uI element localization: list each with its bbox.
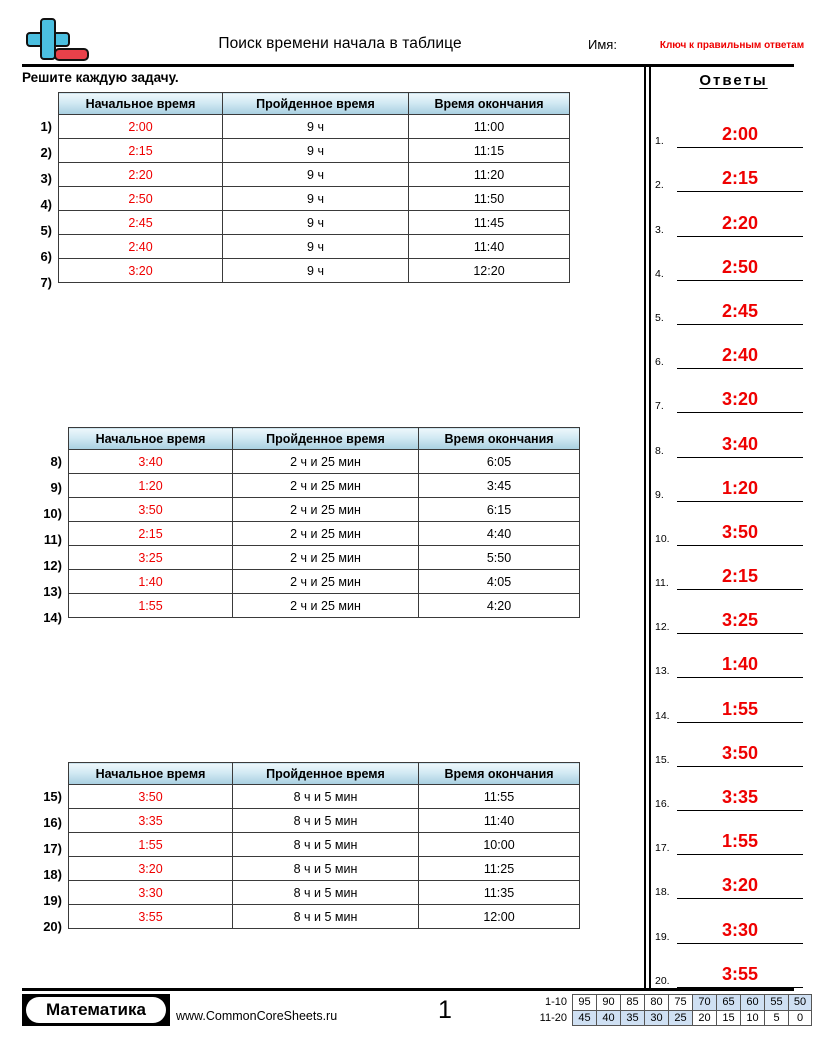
answer-value: 2:40 <box>721 345 759 366</box>
cell-start-time: 3:55 <box>69 905 233 929</box>
answer-value: 1:55 <box>721 698 759 719</box>
instruction-text: Решите каждую задачу. <box>22 70 179 85</box>
cell-start-time: 3:30 <box>69 881 233 905</box>
score-cell: 95 <box>572 994 596 1010</box>
math-plus-minus-logo-icon <box>22 18 90 64</box>
table-row <box>69 570 580 594</box>
answer-row <box>655 944 815 988</box>
cell-start-time: 1:40 <box>69 570 233 594</box>
row-number: 10) <box>43 506 62 521</box>
answer-row <box>655 281 815 325</box>
answer-value: 3:20 <box>721 875 759 896</box>
cell-start-time: 2:15 <box>69 522 233 546</box>
row-number: 15) <box>43 789 62 804</box>
cell-elapsed-time: 8 ч и 5 мин <box>233 905 419 929</box>
score-grid-row <box>527 1010 812 1026</box>
cell-elapsed-time: 2 ч и 25 мин <box>233 450 419 474</box>
score-grid-row <box>527 994 812 1010</box>
answer-number: 5. <box>655 311 664 324</box>
answer-row <box>655 192 815 236</box>
answer-value: 1:55 <box>721 831 759 852</box>
score-cell: 0 <box>788 1010 812 1026</box>
answer-panel-divider-inner <box>649 66 651 988</box>
answer-row <box>655 899 815 943</box>
score-cell: 10 <box>740 1010 764 1026</box>
column-header-elapsed-time: Пройденное время <box>223 93 409 115</box>
cell-end-time: 11:15 <box>409 139 570 163</box>
answer-value: 3:35 <box>721 787 759 807</box>
score-cell: 85 <box>620 994 644 1010</box>
table-row <box>69 833 580 857</box>
column-header-elapsed-time: Пройденное время <box>233 763 419 785</box>
header-divider <box>22 64 794 67</box>
row-number: 4) <box>40 197 52 212</box>
table-row <box>69 857 580 881</box>
column-header-end-time: Время окончания <box>419 428 580 450</box>
row-number: 16) <box>43 815 62 830</box>
brand-logo <box>22 994 170 1026</box>
answer-row <box>655 767 815 811</box>
column-header-elapsed-time: Пройденное время <box>233 428 419 450</box>
answer-value: 2:15 <box>721 566 759 587</box>
score-cell: 55 <box>764 994 788 1010</box>
cell-start-time: 2:00 <box>59 115 223 139</box>
score-grid <box>527 994 812 1026</box>
answer-row <box>655 811 815 855</box>
answer-row <box>655 855 815 899</box>
cell-start-time: 2:45 <box>59 211 223 235</box>
answer-row <box>655 723 815 767</box>
answer-number: 20. <box>655 974 670 987</box>
row-number: 1) <box>40 119 52 134</box>
answer-row <box>655 369 815 413</box>
column-header-start-time: Начальное время <box>69 428 233 450</box>
answer-row <box>655 325 815 369</box>
cell-start-time: 2:15 <box>59 139 223 163</box>
column-header-start-time: Начальное время <box>69 763 233 785</box>
table-row <box>59 187 570 211</box>
cell-elapsed-time: 9 ч <box>223 259 409 283</box>
name-field-label: Имя: <box>588 37 617 52</box>
score-cell: 45 <box>572 1010 596 1026</box>
answer-number: 12. <box>655 621 670 634</box>
table-row <box>69 594 580 618</box>
cell-end-time: 4:05 <box>419 570 580 594</box>
score-cell: 15 <box>716 1010 740 1026</box>
score-range-label: 1-10 <box>544 996 567 1008</box>
score-cell: 80 <box>644 994 668 1010</box>
answer-key-badge: Ключ к правильным ответам <box>659 40 805 51</box>
table-row <box>59 211 570 235</box>
answer-row <box>655 502 815 546</box>
table-row <box>69 474 580 498</box>
answer-number: 1. <box>655 135 664 148</box>
table-row <box>69 450 580 474</box>
answer-value: 3:30 <box>721 919 759 940</box>
cell-elapsed-time: 9 ч <box>223 235 409 259</box>
cell-elapsed-time: 8 ч и 5 мин <box>233 809 419 833</box>
table-row <box>69 881 580 905</box>
answer-value: 2:20 <box>721 212 759 233</box>
cell-end-time: 12:00 <box>419 905 580 929</box>
answer-row <box>655 237 815 281</box>
answer-number: 15. <box>655 753 670 766</box>
table-row <box>69 522 580 546</box>
row-number: 20) <box>43 919 62 934</box>
cell-end-time: 11:40 <box>419 809 580 833</box>
cell-start-time: 2:50 <box>59 187 223 211</box>
cell-start-time: 3:20 <box>69 857 233 881</box>
minus-bar-icon <box>54 48 89 61</box>
cell-end-time: 11:25 <box>419 857 580 881</box>
cell-elapsed-time: 2 ч и 25 мин <box>233 594 419 618</box>
row-number: 3) <box>40 171 52 186</box>
plus-center-fill <box>43 35 54 45</box>
problem-table-3 <box>68 762 580 929</box>
cell-start-time: 2:40 <box>59 235 223 259</box>
answer-number: 6. <box>655 356 664 369</box>
answer-number: 2. <box>655 179 664 192</box>
table-header-row <box>69 763 580 785</box>
row-number: 13) <box>43 584 62 599</box>
answer-value: 2:45 <box>721 300 759 321</box>
table-row <box>59 259 570 283</box>
answer-number: 19. <box>655 930 670 943</box>
row-number: 17) <box>43 841 62 856</box>
score-cell: 40 <box>596 1010 620 1026</box>
table-row <box>69 809 580 833</box>
answer-number: 3. <box>655 223 664 236</box>
cell-end-time: 11:20 <box>409 163 570 187</box>
cell-start-time: 3:20 <box>59 259 223 283</box>
cell-start-time: 1:20 <box>69 474 233 498</box>
answer-row <box>655 634 815 678</box>
answer-value: 3:50 <box>721 521 759 542</box>
answer-value: 3:50 <box>721 742 759 763</box>
cell-end-time: 11:00 <box>409 115 570 139</box>
column-header-end-time: Время окончания <box>409 93 570 115</box>
problem-table <box>58 92 570 283</box>
table-row <box>59 115 570 139</box>
table-row <box>69 785 580 809</box>
cell-end-time: 11:35 <box>419 881 580 905</box>
page-header <box>0 0 816 68</box>
table-row <box>59 139 570 163</box>
table-row <box>69 905 580 929</box>
answer-number: 18. <box>655 886 670 899</box>
answer-number: 10. <box>655 532 670 545</box>
answer-number: 9. <box>655 488 664 501</box>
table-header-row <box>59 93 570 115</box>
answer-value: 3:55 <box>721 963 759 984</box>
cell-end-time: 10:00 <box>419 833 580 857</box>
answer-panel-divider-outer <box>644 66 646 988</box>
cell-elapsed-time: 2 ч и 25 мин <box>233 546 419 570</box>
cell-elapsed-time: 2 ч и 25 мин <box>233 474 419 498</box>
cell-start-time: 3:50 <box>69 498 233 522</box>
answer-value: 2:00 <box>721 124 759 145</box>
answer-number: 14. <box>655 709 670 722</box>
cell-elapsed-time: 9 ч <box>223 187 409 211</box>
answer-value: 1:40 <box>721 654 759 675</box>
answers-heading: Ответы <box>699 72 768 89</box>
row-number: 12) <box>43 558 62 573</box>
cell-start-time: 1:55 <box>69 594 233 618</box>
problem-table-2 <box>68 427 580 618</box>
answers-list <box>655 104 815 988</box>
table-row <box>59 163 570 187</box>
row-number: 8) <box>50 454 62 469</box>
cell-start-time: 2:20 <box>59 163 223 187</box>
brand-label: Математика <box>26 997 166 1023</box>
cell-end-time: 11:55 <box>419 785 580 809</box>
page-number: 1 <box>438 996 452 1024</box>
table-header-row <box>69 428 580 450</box>
answer-row <box>655 413 815 457</box>
answer-value: 2:15 <box>721 168 759 189</box>
cell-end-time: 12:20 <box>409 259 570 283</box>
cell-end-time: 6:05 <box>419 450 580 474</box>
cell-end-time: 11:50 <box>409 187 570 211</box>
column-header-start-time: Начальное время <box>59 93 223 115</box>
cell-start-time: 3:40 <box>69 450 233 474</box>
score-cell: 75 <box>668 994 692 1010</box>
answer-row <box>655 148 815 192</box>
cell-elapsed-time: 9 ч <box>223 211 409 235</box>
cell-elapsed-time: 9 ч <box>223 163 409 187</box>
cell-end-time: 4:40 <box>419 522 580 546</box>
table-row <box>59 235 570 259</box>
score-cell: 35 <box>620 1010 644 1026</box>
site-url: www.CommonCoreSheets.ru <box>176 1009 338 1023</box>
cell-elapsed-time: 2 ч и 25 мин <box>233 570 419 594</box>
cell-start-time: 3:35 <box>69 809 233 833</box>
problem-table <box>68 427 580 618</box>
score-cell: 60 <box>740 994 764 1010</box>
cell-end-time: 5:50 <box>419 546 580 570</box>
score-cell: 30 <box>644 1010 668 1026</box>
answer-number: 11. <box>655 577 669 590</box>
answer-number: 8. <box>655 444 664 457</box>
answer-number: 4. <box>655 267 664 280</box>
answer-row <box>655 458 815 502</box>
cell-end-time: 4:20 <box>419 594 580 618</box>
answer-value: 1:20 <box>721 477 759 498</box>
cell-elapsed-time: 2 ч и 25 мин <box>233 498 419 522</box>
row-number: 7) <box>40 275 52 290</box>
table-row <box>69 546 580 570</box>
answer-row <box>655 546 815 590</box>
problem-table <box>68 762 580 929</box>
answer-row <box>655 104 815 148</box>
row-number: 18) <box>43 867 62 882</box>
cell-elapsed-time: 8 ч и 5 мин <box>233 881 419 905</box>
row-number: 9) <box>50 480 62 495</box>
answer-row <box>655 590 815 634</box>
answer-number: 13. <box>655 665 670 678</box>
cell-elapsed-time: 9 ч <box>223 139 409 163</box>
row-number: 5) <box>40 223 52 238</box>
cell-end-time: 11:40 <box>409 235 570 259</box>
cell-elapsed-time: 2 ч и 25 мин <box>233 522 419 546</box>
score-cell: 50 <box>788 994 812 1010</box>
score-cell: 20 <box>692 1010 716 1026</box>
row-number: 6) <box>40 249 52 264</box>
cell-end-time: 3:45 <box>419 474 580 498</box>
cell-start-time: 1:55 <box>69 833 233 857</box>
score-cell: 65 <box>716 994 740 1010</box>
answer-number: 17. <box>655 842 670 855</box>
row-number: 19) <box>43 893 62 908</box>
cell-end-time: 11:45 <box>409 211 570 235</box>
answer-value: 3:40 <box>721 433 759 454</box>
answer-value: 2:50 <box>721 256 759 277</box>
table-row <box>69 498 580 522</box>
cell-elapsed-time: 8 ч и 5 мин <box>233 857 419 881</box>
cell-elapsed-time: 8 ч и 5 мин <box>233 833 419 857</box>
cell-start-time: 3:50 <box>69 785 233 809</box>
answer-row <box>655 678 815 722</box>
cell-elapsed-time: 8 ч и 5 мин <box>233 785 419 809</box>
row-number: 14) <box>43 610 62 625</box>
score-cell: 90 <box>596 994 620 1010</box>
cell-start-time: 3:25 <box>69 546 233 570</box>
answer-value: 3:20 <box>721 389 759 410</box>
answer-number: 7. <box>655 400 664 413</box>
cell-end-time: 6:15 <box>419 498 580 522</box>
row-number: 2) <box>40 145 52 160</box>
problem-table-1 <box>58 92 570 283</box>
answer-number: 16. <box>655 798 670 810</box>
score-range-label: 11-20 <box>539 1012 567 1024</box>
cell-elapsed-time: 9 ч <box>223 115 409 139</box>
score-cell: 5 <box>764 1010 788 1026</box>
score-cell: 25 <box>668 1010 692 1026</box>
row-number: 11) <box>43 532 62 547</box>
footer-divider <box>22 988 794 991</box>
score-cell: 70 <box>692 994 716 1010</box>
column-header-end-time: Время окончания <box>419 763 580 785</box>
answer-value: 3:25 <box>721 610 759 631</box>
page-title: Поиск времени начала в таблице <box>218 35 462 52</box>
